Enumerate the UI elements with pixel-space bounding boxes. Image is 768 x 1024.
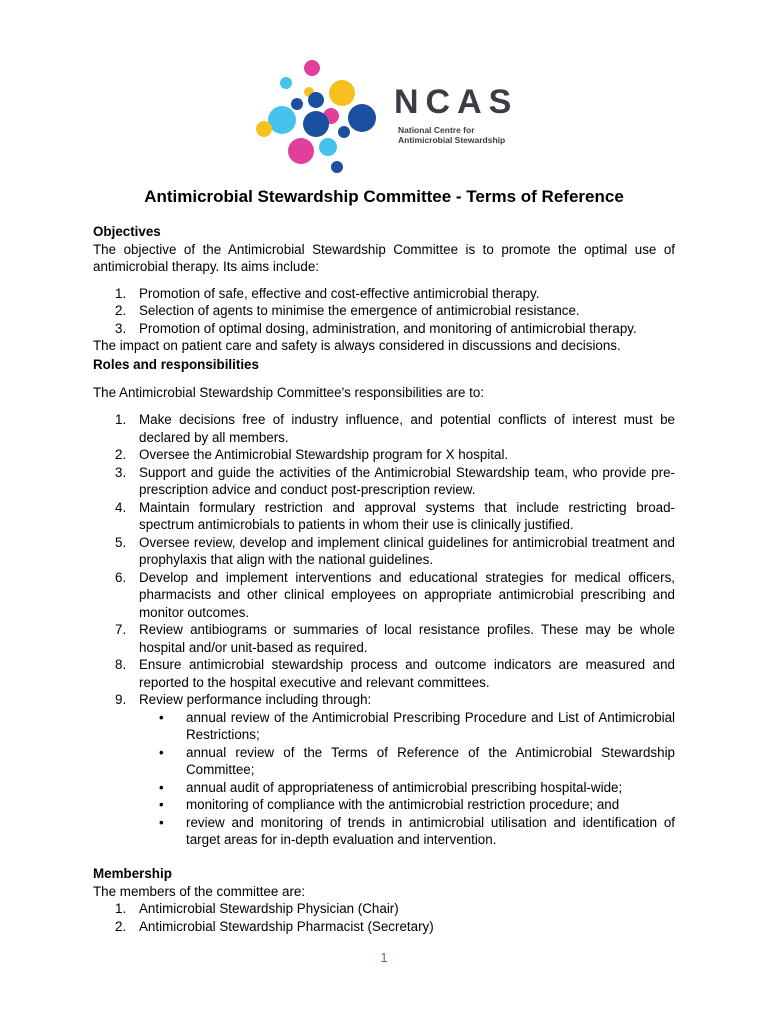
page-number: 1 <box>380 950 388 965</box>
roles-heading: Roles and responsibilities <box>93 357 259 372</box>
membership-intro: The members of the committee are: <box>93 883 306 899</box>
list-item: 2. Oversee the Antimicrobial Stewardship program for X hospital. <box>115 447 509 462</box>
logo-subtitle-line2: Antimicrobial Stewardship <box>398 135 506 145</box>
list-item: 3. Support and guide the activities of the Antimicrobial Stewardship team, who provide pre-prescription advice and conduct post-prescription review. <box>115 464 675 497</box>
bullet-item: • monitoring of compliance with the antimicrobial restriction procedure; and <box>93 796 675 814</box>
objectives-section <box>93 223 675 355</box>
list-item: 4. Maintain formulary restriction and approval systems that include restricting broad-spectrum antimicrobials to patients in whom their use is clinically justified. <box>115 499 675 532</box>
objectives-heading: Objectives <box>93 224 161 239</box>
membership-heading: Membership <box>93 866 172 881</box>
list-item: 8. Ensure antimicrobial stewardship process and outcome indicators are measured and reported to the hospital executive and relevant committees. <box>115 657 675 690</box>
objectives-list <box>93 285 675 338</box>
document-title: Antimicrobial Stewardship Committee - Terms of Reference <box>144 187 624 206</box>
bullet-item: • annual audit of appropriateness of antimicrobial prescribing hospital-wide; <box>93 779 675 797</box>
list-item: 1. Antimicrobial Stewardship Physician (Chair) <box>115 901 399 916</box>
membership-list <box>93 900 675 935</box>
list-item: 2. Antimicrobial Stewardship Pharmacist (Secretary) <box>115 918 434 934</box>
list-item: 1. Make decisions free of industry influence, and potential conflicts of interest must be declared by all members. <box>115 412 675 445</box>
bullet-item: • review and monitoring of trends in antimicrobial utilisation and identification of target areas for in-depth evaluation and intervention. <box>93 814 675 849</box>
logo-subtitle-line1: National Centre for <box>398 125 475 135</box>
ncas-logo <box>240 45 528 180</box>
roles-section <box>93 356 675 849</box>
roles-list <box>93 411 675 709</box>
list-item: 2. Selection of agents to minimise the emergence of antimicrobial resistance. <box>115 303 580 318</box>
bullet-item: • annual review of the Antimicrobial Prescribing Procedure and List of Antimicrobial Restrictions; <box>93 709 675 744</box>
list-item: 1. Promotion of safe, effective and cost-effective antimicrobial therapy. <box>115 285 540 301</box>
list-item: 5. Oversee review, develop and implement clinical guidelines for antimicrobial treatment and prophylaxis that align with the national guidelines. <box>115 534 675 567</box>
logo-subtitle <box>398 125 505 145</box>
dots-logo-graphic <box>240 45 390 180</box>
list-item: 3. Promotion of optimal dosing, administration, and monitoring of antimicrobial therapy. <box>115 320 637 336</box>
objectives-intro: The objective of the Antimicrobial Stewardship Committee is to promote the optimal use of antimicrobial therapy. Its aims include: <box>93 241 675 274</box>
membership-section <box>93 865 675 935</box>
logo-wordmark: NCAS <box>394 83 519 121</box>
roles-intro: The Antimicrobial Stewardship Committee's responsibilities are to: <box>93 384 485 400</box>
bullet-item: • annual review of the Terms of Reference of the Antimicrobial Stewardship Committee; <box>93 744 675 779</box>
review-bullet-list <box>93 709 675 849</box>
list-item: 9. Review performance including through: <box>115 692 372 707</box>
list-item: 7. Review antibiograms or summaries of local resistance profiles. These may be whole hospital and/or unit-based as required. <box>115 622 675 655</box>
list-item: 6. Develop and implement interventions and educational strategies for medical officers, pharmacists and other clinical employees on appropriate antimicrobial prescribing and monitor outcomes. <box>115 569 675 620</box>
objectives-closing: The impact on patient care and safety is always considered in discussions and decisions. <box>93 338 621 353</box>
